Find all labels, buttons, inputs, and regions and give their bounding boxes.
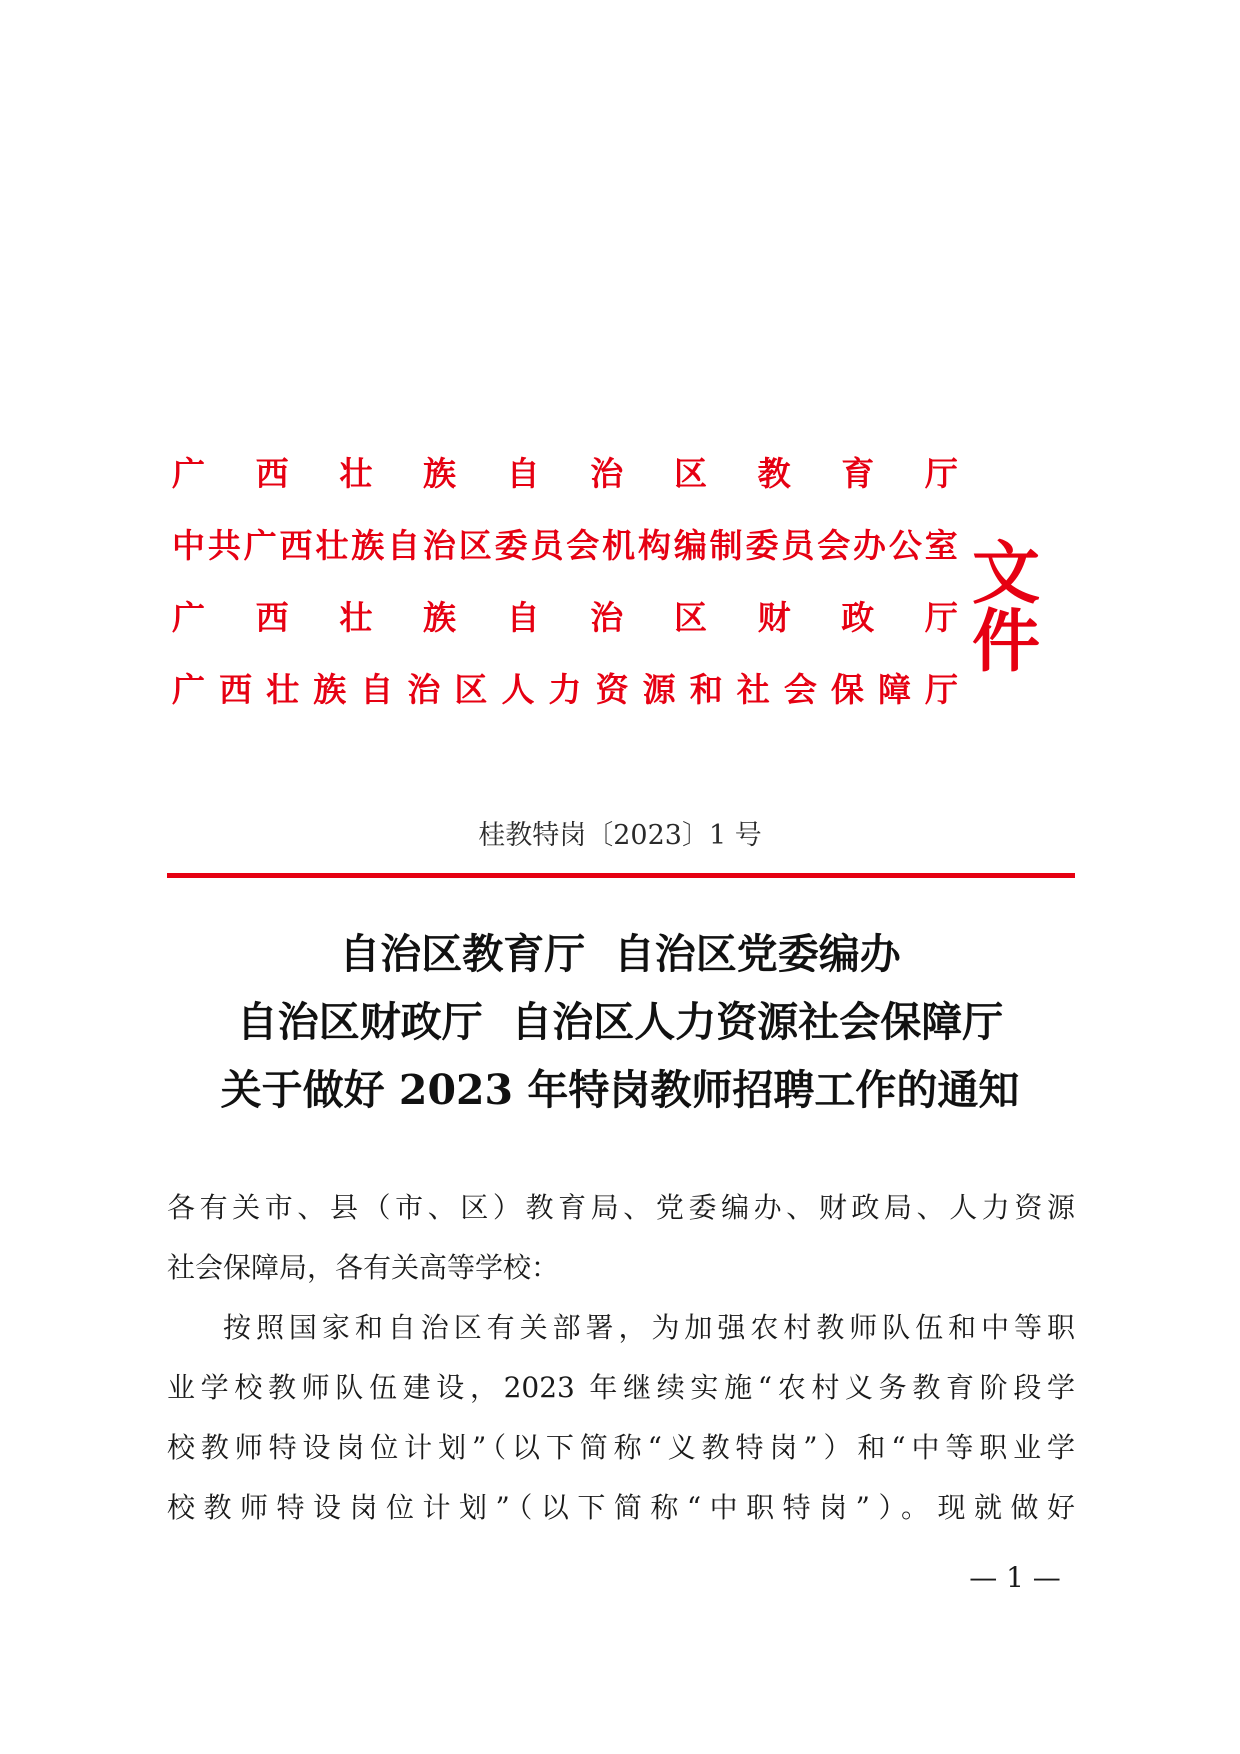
agency-char: 员	[530, 525, 564, 565]
document-title	[0, 920, 1240, 1124]
agency-char: 壮	[339, 597, 373, 637]
agency-char: 广	[172, 453, 205, 493]
agency-char: 自	[387, 525, 421, 565]
agency-char: 广	[243, 525, 277, 565]
agency-char: 力	[548, 669, 582, 709]
title-line-2: 自治区财政厅 自治区人力资源社会保障厅	[236, 998, 1004, 1046]
document-number: 桂教特岗〔2023〕1 号	[478, 820, 762, 851]
agency-char: 区	[673, 453, 707, 493]
agency-char: 族	[313, 669, 347, 709]
agency-char: 会	[566, 525, 600, 565]
agency-char: 制	[709, 525, 743, 565]
agency-char: 西	[255, 453, 289, 493]
red-divider-line	[167, 873, 1075, 878]
agency-char: 源	[642, 669, 676, 709]
document-body	[167, 1178, 1075, 1538]
agency-char: 族	[422, 597, 456, 637]
agency-char: 西	[279, 525, 313, 565]
agency-char: 治	[407, 669, 441, 709]
page-number: — 1 —	[969, 1561, 1061, 1594]
body-line: 校教师特设岗位计划”（以下简称“中职特岗”）。现就做好	[167, 1491, 1075, 1524]
agency-char: 和	[689, 669, 723, 709]
agency-char: 公	[888, 525, 922, 565]
agency-char: 政	[841, 597, 875, 637]
agency-char: 委	[494, 525, 528, 565]
agency-char: 会	[817, 525, 851, 565]
agency-char: 族	[351, 525, 385, 565]
agency-char: 障	[877, 669, 911, 709]
agency-finance-department	[172, 592, 958, 642]
agency-char: 广	[172, 669, 205, 709]
agency-char: 区	[454, 669, 488, 709]
title-line-1: 自治区教育厅 自治区党委编办	[339, 930, 901, 978]
agency-char: 治	[590, 597, 624, 637]
agency-char: 社	[736, 669, 770, 709]
agency-char: 厅	[924, 453, 958, 493]
body-line: 按照国家和自治区有关部署，为加强农村教师队伍和中等职	[223, 1311, 1075, 1344]
agency-char: 治	[422, 525, 456, 565]
title-line-3: 关于做好 2023 年特岗教师招聘工作的通知	[220, 1066, 1020, 1114]
agency-char: 壮	[266, 669, 300, 709]
agency-char: 资	[595, 669, 629, 709]
agency-char: 广	[172, 597, 205, 637]
agency-char: 办	[853, 525, 887, 565]
agency-char: 构	[637, 525, 671, 565]
issuing-agencies-header	[172, 448, 1072, 738]
agency-char: 区	[458, 525, 492, 565]
agency-char: 壮	[339, 453, 373, 493]
agency-char: 共	[207, 525, 241, 565]
agency-char: 区	[673, 597, 707, 637]
agency-char: 厅	[925, 669, 958, 709]
body-line: 社会保障局，各有关高等学校：	[167, 1251, 560, 1284]
file-label: 文件	[972, 534, 1043, 682]
agency-education-department	[172, 448, 958, 498]
agency-char: 人	[501, 669, 535, 709]
body-line: 各有关市、县（市、区）教育局、党委编办、财政局、人力资源	[167, 1191, 1075, 1224]
agency-char: 自	[360, 669, 394, 709]
agency-char: 育	[841, 453, 875, 493]
agency-char: 族	[422, 453, 456, 493]
agency-char: 治	[590, 453, 624, 493]
agency-char: 保	[830, 669, 864, 709]
agency-hr-social-security-department	[172, 664, 958, 714]
agency-organization-office	[172, 520, 958, 570]
agency-char: 教	[757, 453, 791, 493]
body-line: 业学校教师队伍建设，2023 年继续实施“农村义务教育阶段学	[167, 1371, 1075, 1404]
agency-char: 室	[924, 525, 958, 565]
agency-char: 员	[781, 525, 815, 565]
agency-char: 西	[219, 669, 253, 709]
agency-char: 委	[745, 525, 779, 565]
agency-char: 壮	[315, 525, 349, 565]
agency-char: 中	[172, 525, 205, 565]
agency-char: 编	[673, 525, 707, 565]
agency-char: 会	[783, 669, 817, 709]
body-line: 校教师特设岗位计划”（以下简称“义教特岗”）和“中等职业学	[167, 1431, 1075, 1464]
agency-char: 自	[506, 597, 540, 637]
agency-char: 财	[757, 597, 791, 637]
agency-char: 机	[602, 525, 636, 565]
agency-char: 自	[506, 453, 540, 493]
agency-char: 西	[255, 597, 289, 637]
agency-char: 厅	[924, 597, 958, 637]
